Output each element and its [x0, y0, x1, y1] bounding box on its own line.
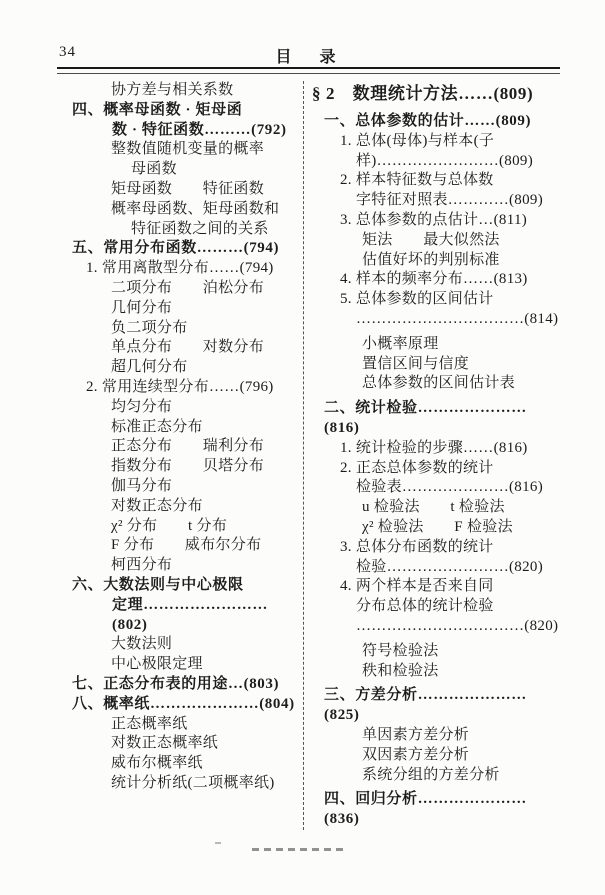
toc-left-column: [57, 81, 303, 830]
toc-entry: 整数值随机变量的概率: [111, 141, 265, 158]
toc-entry: 柯西分布: [111, 557, 173, 574]
toc-entry: 大数法则: [111, 636, 173, 653]
toc-heading: 三、方差分析…………………(825): [324, 687, 527, 724]
toc-entry: 几何分布: [111, 299, 173, 316]
toc-entry: 协方差与相关系数: [111, 82, 234, 98]
toc-entry: 矩母函数 特征函数: [111, 180, 265, 197]
toc-entry: 检验……………………(820): [356, 558, 543, 575]
toc-heading: 四、概率母函数 · 矩母函: [72, 101, 243, 118]
toc-entry: 检验表…………………(816): [356, 479, 543, 496]
toc-entry: 指数分布 贝塔分布: [111, 458, 265, 475]
toc-entry: 2. 样本特征数与总体数: [340, 172, 494, 189]
toc-entry: 秩和检验法: [362, 662, 439, 679]
toc-right-column: [310, 81, 560, 830]
toc-entry: 概率母函数、矩母函数和: [111, 200, 280, 217]
toc-entry: 双因素方差分析: [362, 746, 470, 763]
toc-heading: 定理……………………(802): [112, 596, 269, 633]
toc-heading: 七、正态分布表的用途…(803): [72, 675, 280, 692]
toc-heading: 一、总体参数的估计……(809): [324, 113, 532, 129]
toc-entry: 伽马分布: [111, 477, 173, 494]
toc-entry: 母函数: [131, 161, 177, 178]
toc-entry: 置信区间与信度: [362, 355, 470, 372]
toc-heading: 二、统计检验…………………(816): [324, 400, 527, 436]
column-divider: [303, 81, 304, 830]
toc-entry: 1. 统计检验的步骤……(816): [340, 439, 528, 456]
toc-entry: 符号检验法: [362, 642, 439, 659]
toc-columns: [57, 81, 560, 830]
toc-entry: 小概率原理: [362, 335, 439, 352]
toc-entry: ……………………………(820): [356, 617, 559, 634]
toc-entry: 3. 总体分布函数的统计: [340, 538, 494, 555]
toc-entry: 单因素方差分析: [362, 726, 470, 743]
toc-entry: 正态分布 瑞利分布: [111, 438, 265, 455]
toc-entry: χ² 分布 t 分布: [111, 517, 228, 534]
toc-entry: 超几何分布: [111, 359, 188, 376]
toc-heading: 六、大数法则与中心极限: [72, 576, 244, 593]
toc-entry: 特征函数之间的关系: [131, 220, 269, 237]
toc-entry: 2. 常用连续型分布……(796): [86, 378, 274, 395]
toc-entry: 二项分布 泊松分布: [111, 279, 265, 296]
toc-entry: 样)……………………(809): [356, 152, 533, 169]
toc-entry: 正态概率纸: [111, 715, 188, 732]
toc-entry: 对数正态概率纸: [111, 735, 219, 752]
toc-entry: 对数正态分布: [111, 497, 203, 514]
toc-heading: 五、常用分布函数………(794): [72, 240, 280, 257]
toc-entry: 中心极限定理: [111, 656, 203, 673]
toc-entry: 系统分组的方差分析: [362, 766, 500, 783]
toc-entry: 1. 总体(母体)与样本(子: [340, 132, 495, 149]
toc-entry: χ² 检验法 F 检验法: [362, 518, 513, 535]
toc-entry: 分布总体的统计检验: [356, 598, 494, 615]
toc-heading: 四、回归分析…………………(836): [324, 791, 527, 828]
toc-section-title: § 2 数理统计方法……(809): [312, 84, 534, 103]
page-header: [57, 44, 560, 64]
toc-entry: F 分布 威布尔分布: [111, 537, 262, 554]
toc-entry: 4. 两个样本是否来自同: [340, 578, 494, 595]
toc-entry: 3. 总体参数的点估计…(811): [340, 211, 528, 228]
toc-heading: 八、概率纸…………………(804): [72, 695, 295, 712]
toc-entry: 估值好坏的判别标准: [362, 251, 500, 268]
scan-artifact: [252, 848, 348, 851]
toc-entry: 单点分布 对数分布: [111, 339, 265, 356]
scan-artifact-dot: [215, 842, 221, 844]
page-header-title: 目 录: [275, 49, 342, 66]
toc-entry: 2. 正态总体参数的统计: [340, 459, 494, 476]
toc-entry: 1. 常用离散型分布……(794): [86, 260, 274, 277]
toc-entry: 字特征对照表…………(809): [356, 192, 543, 209]
toc-entry: 威布尔概率纸: [111, 755, 203, 772]
page-content: [57, 0, 560, 830]
header-rule: [57, 67, 560, 74]
toc-heading: 数 · 特征函数………(792): [112, 121, 287, 138]
toc-entry: 标准正态分布: [111, 418, 203, 435]
toc-entry: 负二项分布: [111, 319, 188, 336]
page-number: 34: [59, 44, 76, 60]
toc-entry: 矩法 最大似然法: [362, 231, 500, 248]
toc-entry: 4. 样本的频率分布……(813): [340, 271, 528, 288]
toc-entry: 均匀分布: [111, 398, 173, 415]
toc-entry: 统计分析纸(二项概率纸): [111, 774, 275, 791]
toc-entry: ……………………………(814): [356, 310, 559, 327]
toc-entry: 5. 总体参数的区间估计: [340, 291, 494, 308]
toc-entry: 总体参数的区间估计表: [362, 375, 516, 392]
toc-entry: u 检验法 t 检验法: [362, 499, 505, 516]
